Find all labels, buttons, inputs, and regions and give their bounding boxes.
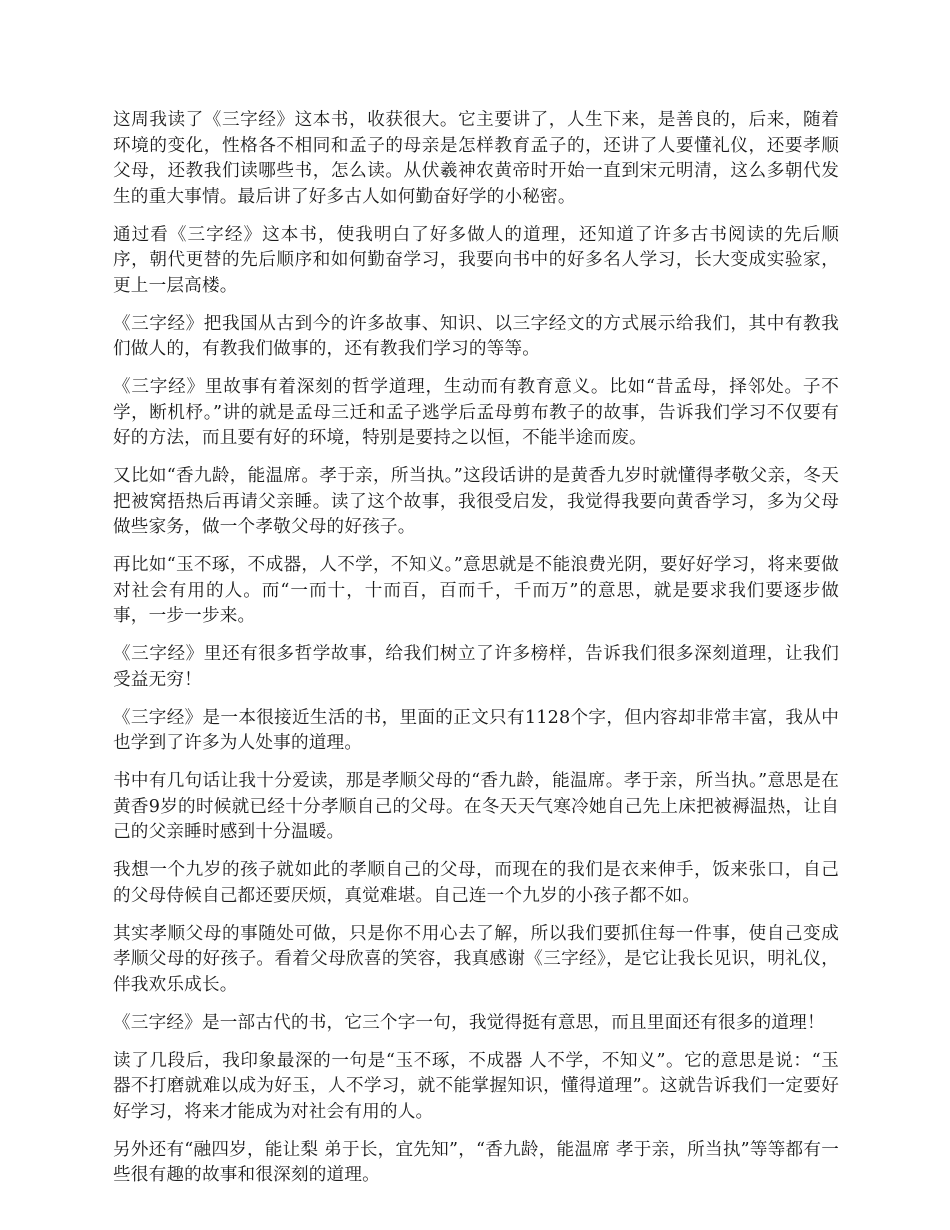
paragraph: 我想一个九岁的孩子就如此的孝顺自己的父母，而现在的我们是衣来伸手，饭来张口，自己的父母侍候自己都还要厌烦，真觉难堪。自己连一个九岁的小孩子都不如。	[113, 860, 839, 906]
paragraph: 读了几段后，我印象最深的一句是“玉不琢，不成器 人不学，不知义”。它的意思是说：“玉器不打磨就难以成为好玉，人不学习，就不能掌握知识，懂得道理”。这就告诉我们一定要好好学习，将来才能成为对社会有用的人。	[113, 1050, 839, 1122]
paragraph: 《三字经》是一部古代的书，它三个字一句，我觉得挺有意思，而且里面还有很多的道理！	[113, 1012, 825, 1033]
paragraph: 又比如“香九龄，能温席。孝于亲，所当执。”这段话讲的是黄香九岁时就懂得孝敬父亲，冬天把被窝捂热后再请父亲睡。读了这个故事，我很受启发，我觉得我要向黄香学习，多为父母做些家务，做一个孝敬父母的好孩子。	[113, 466, 839, 537]
paragraph: 《三字经》是一本很接近生活的书，里面的正文只有1128个字，但内容却非常丰富，我从中也学到了许多为人处事的道理。	[113, 707, 839, 753]
paragraph: 通过看《三字经》这本书，使我明白了好多做人的道理，还知道了许多古书阅读的先后顺序，朝代更替的先后顺序和如何勤奋学习，我要向书中的好多名人学习，长大变成实验家，更上一层高楼。	[113, 224, 839, 296]
paragraph: 《三字经》把我国从古到今的许多故事、知识、以三字经文的方式展示给我们，其中有教我们做人的，有教我们做事的，还有教我们学习的等等。	[113, 313, 839, 359]
paragraph: 《三字经》里还有很多哲学故事，给我们树立了许多榜样，告诉我们很多深刻道理，让我们受益无穷！	[113, 644, 839, 690]
paragraph: 这周我读了《三字经》这本书，收获很大。它主要讲了，人生下来，是善良的，后来，随着环境的变化，性格各不相同和孟子的母亲是怎样教育孟子的，还讲了人要懂礼仪，还要孝顺父母，还教我们读哪些书，怎么读。从伏羲神农黄帝时开始一直到宋元明清，这么多朝代发生的重大事情。最后讲了好多古人如何勤奋好学的小秘密。	[113, 110, 839, 207]
document-body	[113, 108, 839, 1201]
paragraph: 其实孝顺父母的事随处可做，只是你不用心去了解，所以我们要抓住每一件事，使自己变成孝顺父母的好孩子。看着父母欣喜的笑容，我真感谢《三字经》，是它让我长见识，明礼仪，伴我欢乐成长。	[113, 923, 839, 995]
paragraph: 再比如“玉不琢，不成器，人不学，不知义。”意思就是不能浪费光阴，要好好学习，将来要做对社会有用的人。而“一而十，十而百，百而千，千而万”的意思，就是要求我们要逐步做事，一步一步来。	[113, 555, 839, 626]
paragraph: 书中有几句话让我十分爱读，那是孝顺父母的“香九龄，能温席。孝于亲，所当执。”意思是在黄香9岁的时候就已经十分孝顺自己的父母。在冬天天气寒冷她自己先上床把被褥温热，让自己的父亲睡时感到十分温暖。	[113, 771, 839, 842]
paragraph: 《三字经》里故事有着深刻的哲学道理，生动而有教育意义。比如“昔孟母，择邻处。子不学，断机杼。”讲的就是孟母三迁和孟子逃学后孟母剪布教子的故事，告诉我们学习不仅要有好的方法，而且要有好的环境，特别是要持之以恒，不能半途而废。	[113, 377, 839, 448]
paragraph: 另外还有“融四岁，能让梨 弟于长，宜先知”，“香九龄，能温席 孝于亲，所当执”等等都有一些很有趣的故事和很深刻的道理。	[113, 1139, 839, 1185]
